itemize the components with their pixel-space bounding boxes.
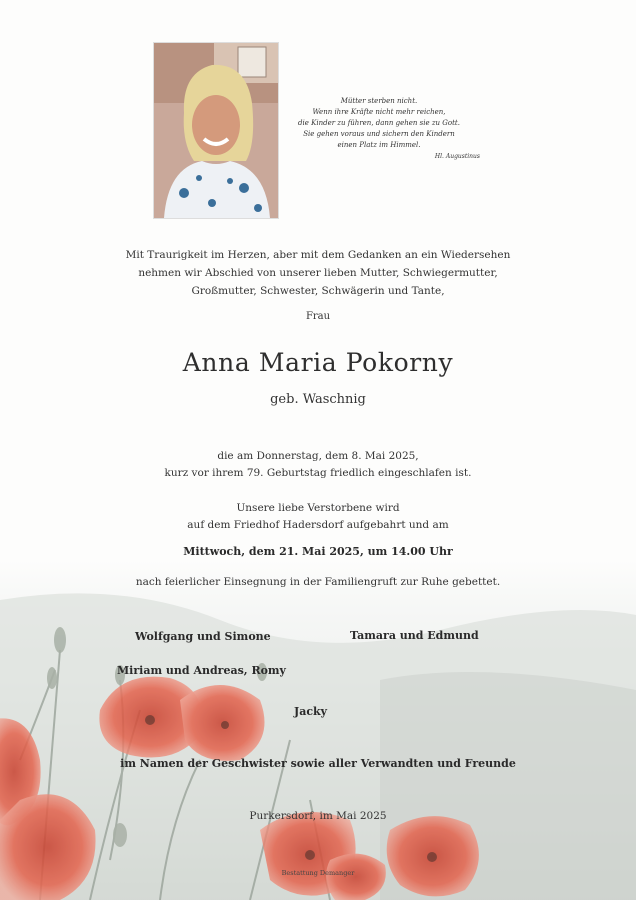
mourner-name: Wolfgang und Simone — [135, 630, 271, 643]
death-line: kurz vor ihrem 79. Geburtstag friedlich eingeschlafen ist. — [164, 467, 472, 479]
place-date: Purkersdorf, im Mai 2025 — [249, 810, 387, 822]
rest-text: nach feierlicher Einsegnung in der Familiengruft zur Ruhe gebettet. — [135, 576, 501, 588]
death-line: die am Donnerstag, dem 8. Mai 2025, — [217, 450, 419, 462]
intro-line: Mit Traurigkeit im Herzen, aber mit dem Gedanken an ein Wiedersehen — [125, 249, 511, 261]
quote-block — [276, 96, 482, 162]
portrait-photo — [153, 42, 279, 219]
salutation: Frau — [305, 311, 331, 322]
burial-notice — [0, 500, 636, 534]
intro-line: Großmutter, Schwester, Schwägerin und Tante, — [191, 285, 445, 297]
poppy-field-background — [0, 560, 636, 900]
quote-line: Sie gehen voraus und sichern den Kindern — [303, 130, 455, 138]
quote-line: Mütter sterben nicht. — [340, 97, 418, 105]
quote-line: Wenn ihre Kräfte nicht mehr reichen, — [312, 108, 446, 116]
mourner-name: Jacky — [294, 705, 328, 718]
death-notice — [0, 448, 636, 482]
mourner-family-line: im Namen der Geschwister sowie aller Verwandten und Freunde — [120, 757, 516, 770]
funeral-date: Mittwoch, dem 21. Mai 2025, um 14.00 Uhr — [183, 545, 453, 558]
quote-line: einen Platz im Himmel. — [337, 141, 421, 149]
birth-name: geb. Waschnig — [270, 392, 366, 407]
quote-author: Hl. Augustinus — [434, 153, 480, 160]
undertaker-name: Bestattung Demanger — [281, 869, 355, 877]
intro-line: nehmen wir Abschied von unserer lieben Mutter, Schwiegermutter, — [138, 267, 498, 279]
intro-text — [0, 246, 636, 300]
quote-line: die Kinder zu führen, dann gehen sie zu Gott. — [298, 119, 460, 127]
burial-line: Unsere liebe Verstorbene wird — [236, 502, 400, 514]
mourner-name: Miriam und Andreas, Romy — [117, 664, 286, 677]
burial-line: auf dem Friedhof Hadersdorf aufgebahrt und am — [187, 519, 449, 531]
deceased-name: Anna Maria Pokorny — [182, 348, 454, 377]
mourner-name: Tamara und Edmund — [350, 629, 479, 642]
